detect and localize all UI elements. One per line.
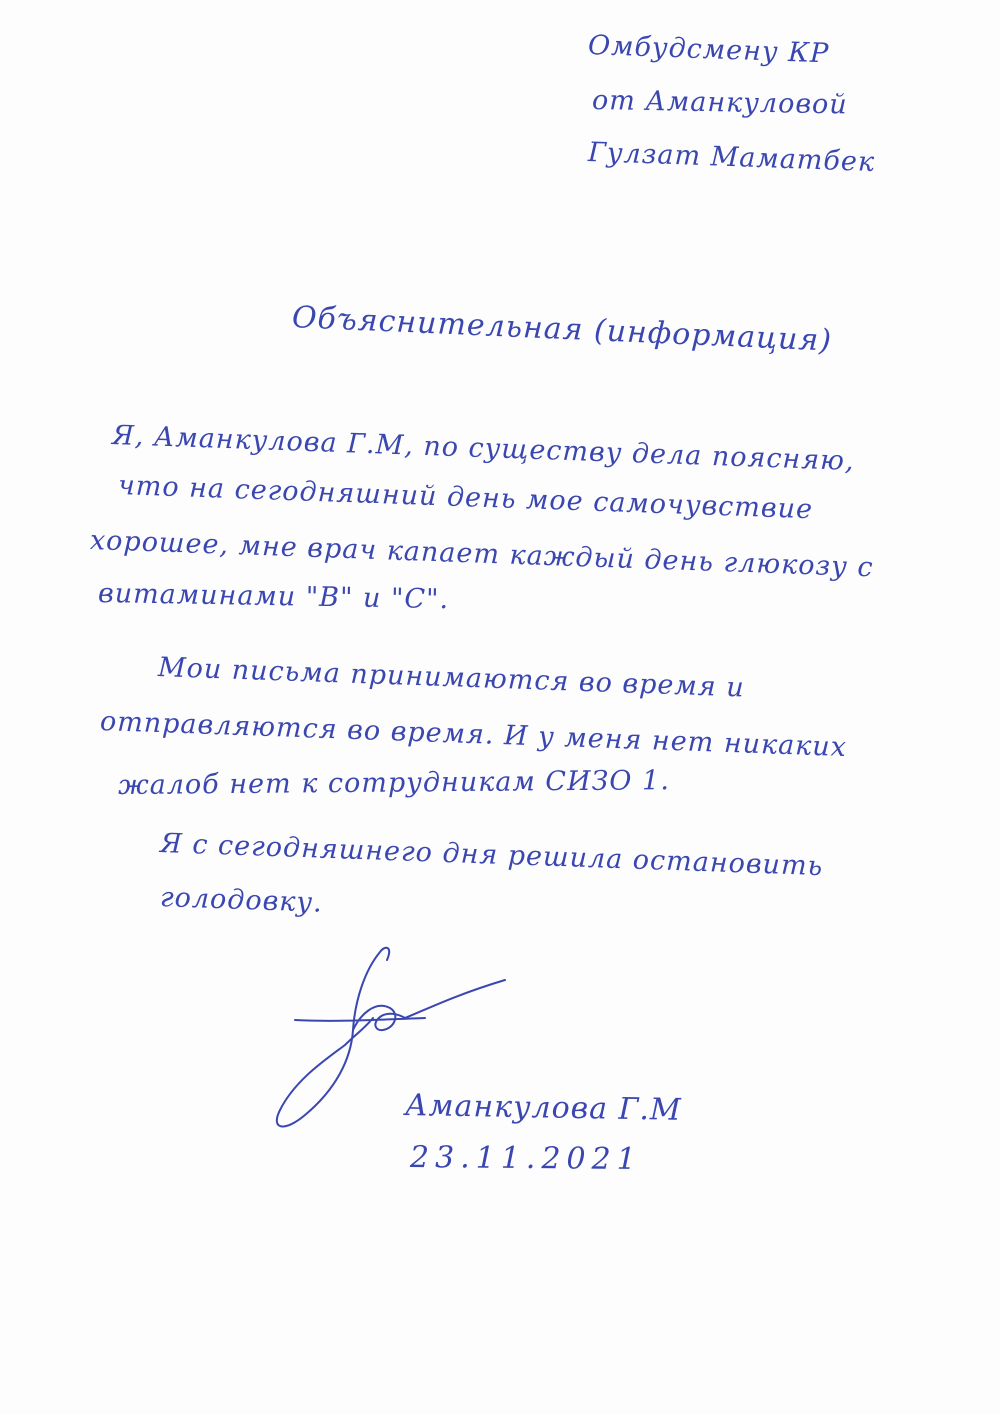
sender-name-line: Гулзат Маматбек: [587, 137, 876, 179]
body-line-1: Я, Аманкулова Г.М, по существу дела поясняю,: [111, 420, 855, 477]
body-line-9: голодовку.: [159, 882, 324, 919]
body-line-8: Я с сегодняшнего дня решила остановить: [159, 828, 824, 883]
body-line-4: витаминами "В" и "С".: [97, 578, 450, 616]
signature-date: 23.11.2021: [409, 1140, 642, 1178]
sender-line: от Аманкуловой: [591, 85, 848, 121]
body-line-2: что на сегодняшний день мое самочувствие: [117, 470, 814, 526]
signatory-name: Аманкулова Г.М: [404, 1088, 682, 1128]
body-line-6: отправляются во время. И у меня нет никаких: [99, 706, 848, 764]
document-title: Объяснительная (информация): [291, 300, 833, 359]
addressee-line: Омбудсмену КР: [587, 30, 830, 70]
body-line-3: хорошее, мне врач капает каждый день глюкозу с: [89, 525, 875, 584]
body-line-5: Мои письма принимаются во время и: [157, 652, 746, 704]
body-line-7: жалоб нет к сотрудникам СИЗО 1.: [117, 765, 670, 801]
